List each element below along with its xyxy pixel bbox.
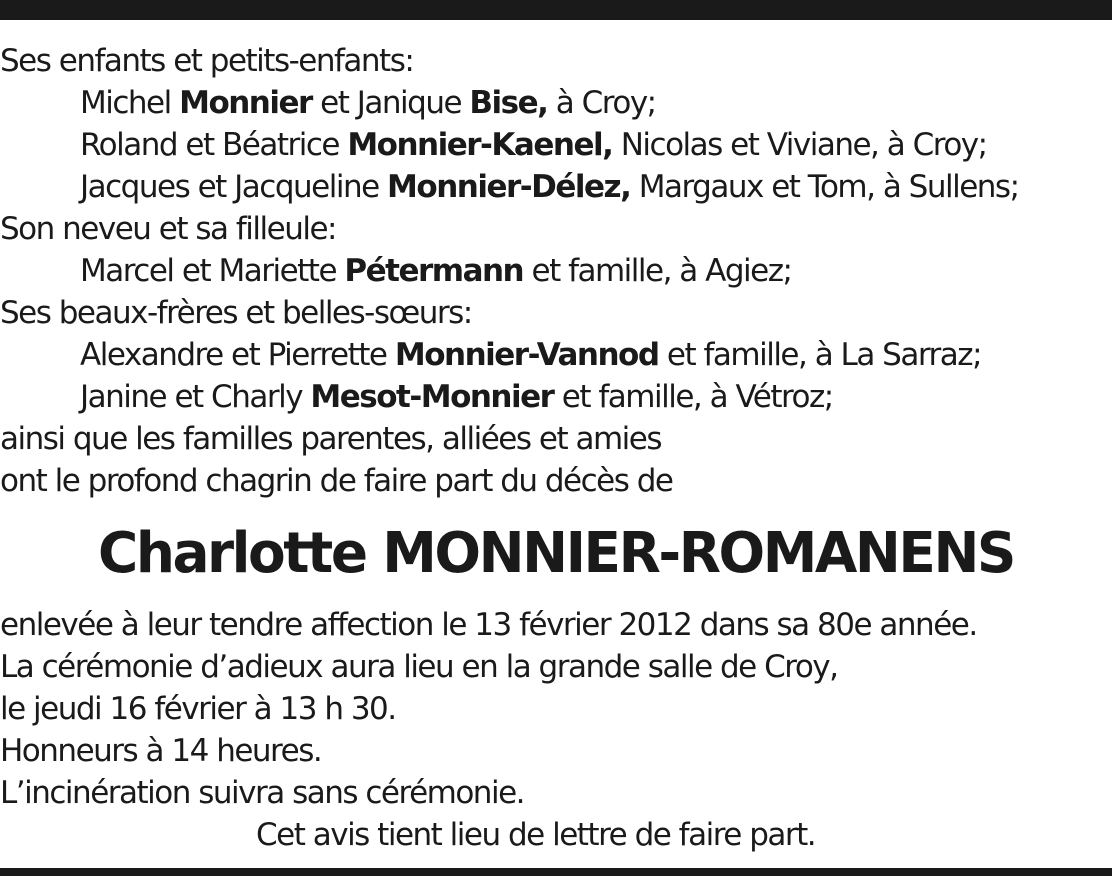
bottom-rule (0, 868, 1112, 876)
detail-line-3: le jeudi 16 février à 13 h 30. (0, 691, 396, 727)
child-line-1: Michel Monnier et Janique Bise, à Croy; (80, 85, 656, 121)
child-line-2: Roland et Béatrice Monnier-Kaenel, Nicolas et Viviane, à Croy; (80, 127, 987, 163)
detail-line-5: L’incinération suivra sans cérémonie. (0, 775, 524, 811)
nephew-header: Son neveu et sa filleule: (0, 211, 336, 247)
detail-line-4: Honneurs à 14 heures. (0, 733, 322, 769)
inlaw-line-1: Alexandre et Pierrette Monnier-Vannod et famille, à La Sarraz; (80, 337, 982, 373)
child-line-3: Jacques et Jacqueline Monnier-Délez, Margaux et Tom, à Sullens; (80, 169, 1019, 205)
families-line: ainsi que les familles parentes, alliées et amies (0, 421, 661, 457)
detail-line-2: La cérémonie d’adieux aura lieu en la grande salle de Croy, (0, 649, 838, 685)
detail-line-1: enlevée à leur tendre affection le 13 février 2012 dans sa 80e année. (0, 607, 977, 643)
inlaw-line-2: Janine et Charly Mesot-Monnier et famille, à Vétroz; (80, 379, 833, 415)
closing-line: Cet avis tient lieu de lettre de faire part. (256, 817, 816, 853)
deceased-name: Charlotte MONNIER-ROMANENS (98, 521, 1014, 586)
nephew-line: Marcel et Mariette Pétermann et famille, à Agiez; (80, 253, 792, 289)
inlaws-header: Ses beaux-frères et belles-sœurs: (0, 295, 472, 331)
announce-line: ont le profond chagrin de faire part du décès de (0, 463, 673, 499)
children-header: Ses enfants et petits-enfants: (0, 43, 414, 79)
top-rule (0, 0, 1112, 20)
